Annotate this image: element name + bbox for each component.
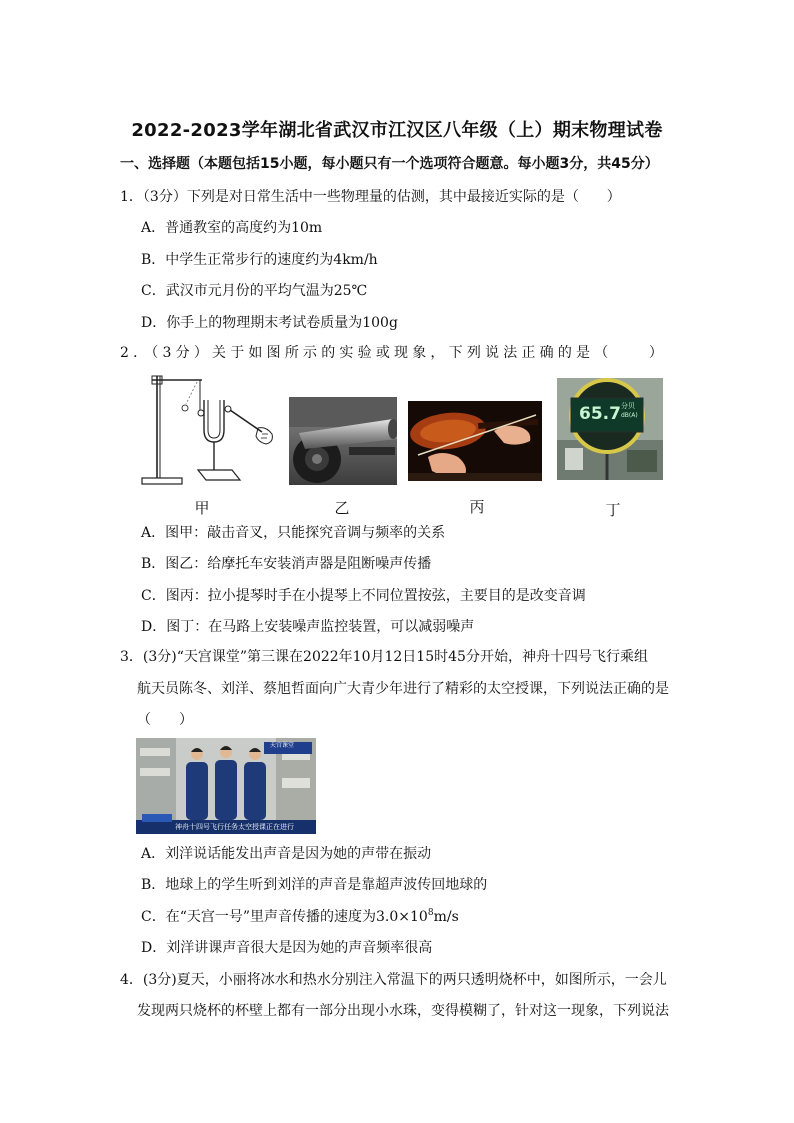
- q1-option-d: D．你手上的物理期末考试卷质量为100g: [141, 315, 398, 331]
- q2-option-c: C．图丙：拉小提琴时手在小提琴上不同位置按弦，主要目的是改变音调: [141, 588, 586, 604]
- q1-option-a: A．普通教室的高度约为10m: [141, 220, 323, 236]
- q1-option-c: C．武汉市元月份的平均气温为25℃: [141, 283, 368, 299]
- caption-jia: 甲: [194, 499, 210, 517]
- noise-level-unit: 分贝: [621, 402, 635, 410]
- caption-bing: 丙: [469, 498, 485, 516]
- violin-photo: [408, 401, 542, 481]
- caption-ding: 丁: [605, 501, 621, 519]
- q3-option-a: A．刘洋说话能发出声音是因为她的声带在振动: [141, 846, 432, 862]
- question-4-stem-line1: 4．(3分)夏天，小丽将冰水和热水分别注入常温下的两只透明烧杯中，如图所示，一会儿: [120, 972, 667, 988]
- caption-yi: 乙: [334, 499, 350, 517]
- question-4-stem-line2: 发现两只烧杯的杯壁上都有一部分出现小水珠，变得模糊了，针对这一现象，下列说法: [137, 1003, 669, 1019]
- exam-title: 2022-2023学年湖北省武汉市江汉区八年级（上）期末物理试卷: [131, 120, 663, 141]
- q3-option-c-suffix: m/s: [433, 909, 459, 925]
- q2-option-b: B．图乙：给摩托车安装消声器是阻断噪声传播: [141, 556, 432, 572]
- q3-option-c: [141, 907, 459, 927]
- q2-option-d: D．图丁：在马路上安装噪声监控装置，可以减弱噪声: [141, 619, 475, 635]
- section-heading: 一、选择题（本题包括15小题，每小题只有一个选项符合题意。每小题3分，共45分）: [120, 156, 659, 172]
- question-1-stem: 1．（3分）下列是对日常生活中一些物理量的估测，其中最接近实际的是（ ）: [120, 189, 621, 205]
- noise-level-reading: 65.7: [579, 404, 621, 424]
- motorcycle-photo: [289, 397, 397, 485]
- q3-option-c-prefix: C．在“天宫一号”里声音传播的速度为3.0×10: [141, 909, 428, 925]
- noise-level-sub: dB(A): [621, 412, 638, 419]
- question-3-stem-line3: （ ）: [137, 712, 193, 728]
- photo-banner-text: 神舟十四号飞行任务太空授课正在进行: [175, 823, 294, 831]
- noise-monitor-photo: [557, 378, 663, 480]
- question-2-stem: 2．（3分）关于如图所示的实验或现象，下列说法正确的是（ ）: [120, 345, 668, 361]
- q2-option-a: A．图甲：敲击音叉，只能探究音调与频率的关系: [141, 525, 446, 541]
- question-3-stem-line2: 航天员陈冬、刘洋、蔡旭哲面向广大青少年进行了精彩的太空授课，下列说法正确的是: [137, 681, 669, 697]
- tuning-fork-figure: [140, 370, 285, 495]
- question-3-stem-line1: 3．(3分)“天宫课堂”第三课在2022年10月12日15时45分开始，神舟十四号飞行乘组: [120, 649, 648, 665]
- q3-option-c-exponent: 8: [427, 908, 434, 918]
- q3-option-b: B．地球上的学生听到刘洋的声音是靠超声波传回地球的: [141, 877, 488, 893]
- q3-option-d: D．刘洋讲课声音很大是因为她的声音频率很高: [141, 940, 433, 956]
- q1-option-b: B．中学生正常步行的速度约为4km/h: [141, 252, 378, 268]
- photo-logo-text: 天宫课堂: [270, 742, 295, 749]
- astronauts-photo: [136, 738, 316, 834]
